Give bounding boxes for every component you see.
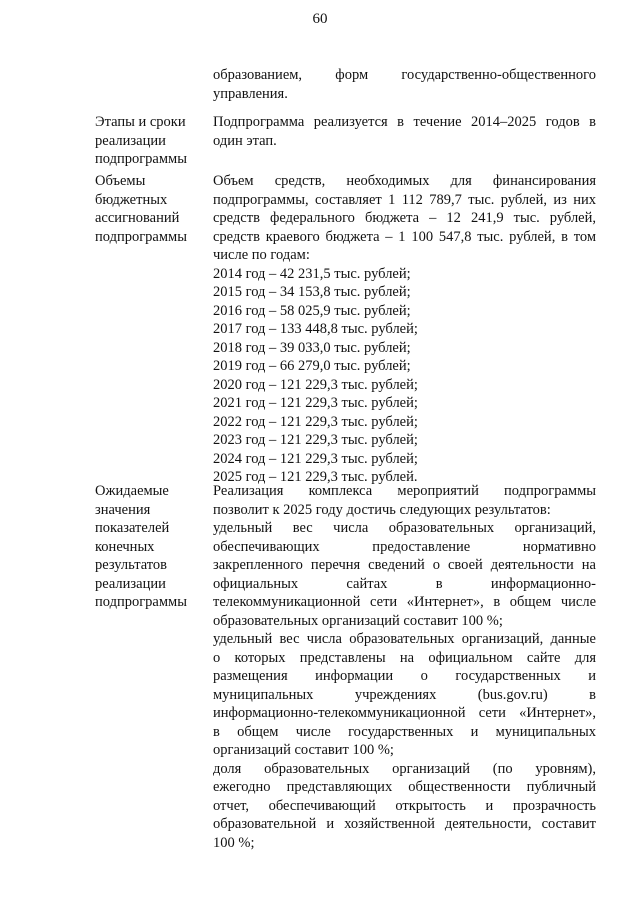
text-line: официальных сайтах в информационно- xyxy=(213,575,596,592)
year-line: 2017 год – 133 448,8 тыс. рублей; xyxy=(213,321,418,337)
text-line: телекоммуникационной сети «Интернет», в общем числе xyxy=(213,594,596,610)
year-line: 2016 год – 58 025,9 тыс. рублей; xyxy=(213,302,411,319)
text-line: удельный вес числа образовательных организаций, xyxy=(213,520,596,536)
row-content xyxy=(213,113,596,150)
text-line: организаций составит 100 %; xyxy=(213,742,394,758)
year-line: 2021 год – 121 229,3 тыс. рублей; xyxy=(213,395,418,411)
text-line: средств краевого бюджета – 1 100 547,8 тыс. рублей, в том xyxy=(213,228,596,245)
text-line: ежегодно представляющих общественности публичный xyxy=(213,779,596,795)
text-line: Объем средств, необходимых для финансирования xyxy=(213,173,596,189)
row-label: Объемы бюджетных ассигнований подпрограммы xyxy=(95,173,187,245)
text-line: отчет, обеспечивающий открытость и прозрачность xyxy=(213,797,596,814)
year-line: 2015 год – 34 153,8 тыс. рублей; xyxy=(213,284,411,300)
year-line: 2020 год – 121 229,3 тыс. рублей; xyxy=(213,376,418,393)
text-line: удельный вес числа образовательных организаций, данные xyxy=(213,631,596,647)
text-line: муниципальных учреждениях (bus.gov.ru) в xyxy=(213,686,596,703)
year-line: 2023 год – 121 229,3 тыс. рублей; xyxy=(213,432,418,448)
text-line: образованием, форм государственно-общественного xyxy=(213,67,596,83)
year-line: 2022 год – 121 229,3 тыс. рублей; xyxy=(213,413,418,430)
text-line: подпрограммы, составляет 1 112 789,7 тыс. рублей, из них xyxy=(213,191,596,208)
continuation-text xyxy=(213,66,596,103)
text-line: числе по годам: xyxy=(213,247,310,263)
year-line: 2019 год – 66 279,0 тыс. рублей; xyxy=(213,358,411,374)
text-line: обеспечивающих предоставление нормативно xyxy=(213,538,596,555)
text-line: образовательных организаций составит 100 %; xyxy=(213,612,503,629)
text-line: средств федерального бюджета – 12 241,9 тыс. рублей, xyxy=(213,210,596,226)
text-line: о которых представлены на официальном сайте для xyxy=(213,649,596,666)
text-line: Реализация комплекса мероприятий подпрограммы xyxy=(213,483,596,499)
year-line: 2018 год – 39 033,0 тыс. рублей; xyxy=(213,339,411,356)
text-line: образовательной и хозяйственной деятельности, составит xyxy=(213,816,596,832)
text-line: доля образовательных организаций (по уровням), xyxy=(213,760,596,777)
text-line: Подпрограмма реализуется в течение 2014–2025 годов в xyxy=(213,114,596,130)
row-content xyxy=(213,482,596,852)
text-line: в общем числе государственных и муниципальных xyxy=(213,723,596,740)
year-line: 2014 год – 42 231,5 тыс. рублей; xyxy=(213,265,411,282)
year-line: 2025 год – 121 229,3 тыс. рублей. xyxy=(213,469,418,485)
row-label: Ожидаемые значения показателей конечных результатов реализации подпрограммы xyxy=(95,483,187,610)
row-label: Этапы и сроки реализации подпрограммы xyxy=(95,114,187,167)
page-number: 60 xyxy=(312,11,328,27)
text-line: управления. xyxy=(213,85,288,102)
year-line: 2024 год – 121 229,3 тыс. рублей; xyxy=(213,450,418,467)
row-content xyxy=(213,172,596,487)
text-line: позволит к 2025 году достичь следующих результатов: xyxy=(213,501,551,518)
text-line: закрепленного перечня сведений о своей деятельности на xyxy=(213,557,596,573)
text-line: размещения информации о государственных и xyxy=(213,668,596,684)
text-line: один этап. xyxy=(213,132,277,149)
text-line: информационно-телекоммуникационной сети «Интернет», xyxy=(213,705,596,721)
text-line: 100 %; xyxy=(213,834,255,851)
